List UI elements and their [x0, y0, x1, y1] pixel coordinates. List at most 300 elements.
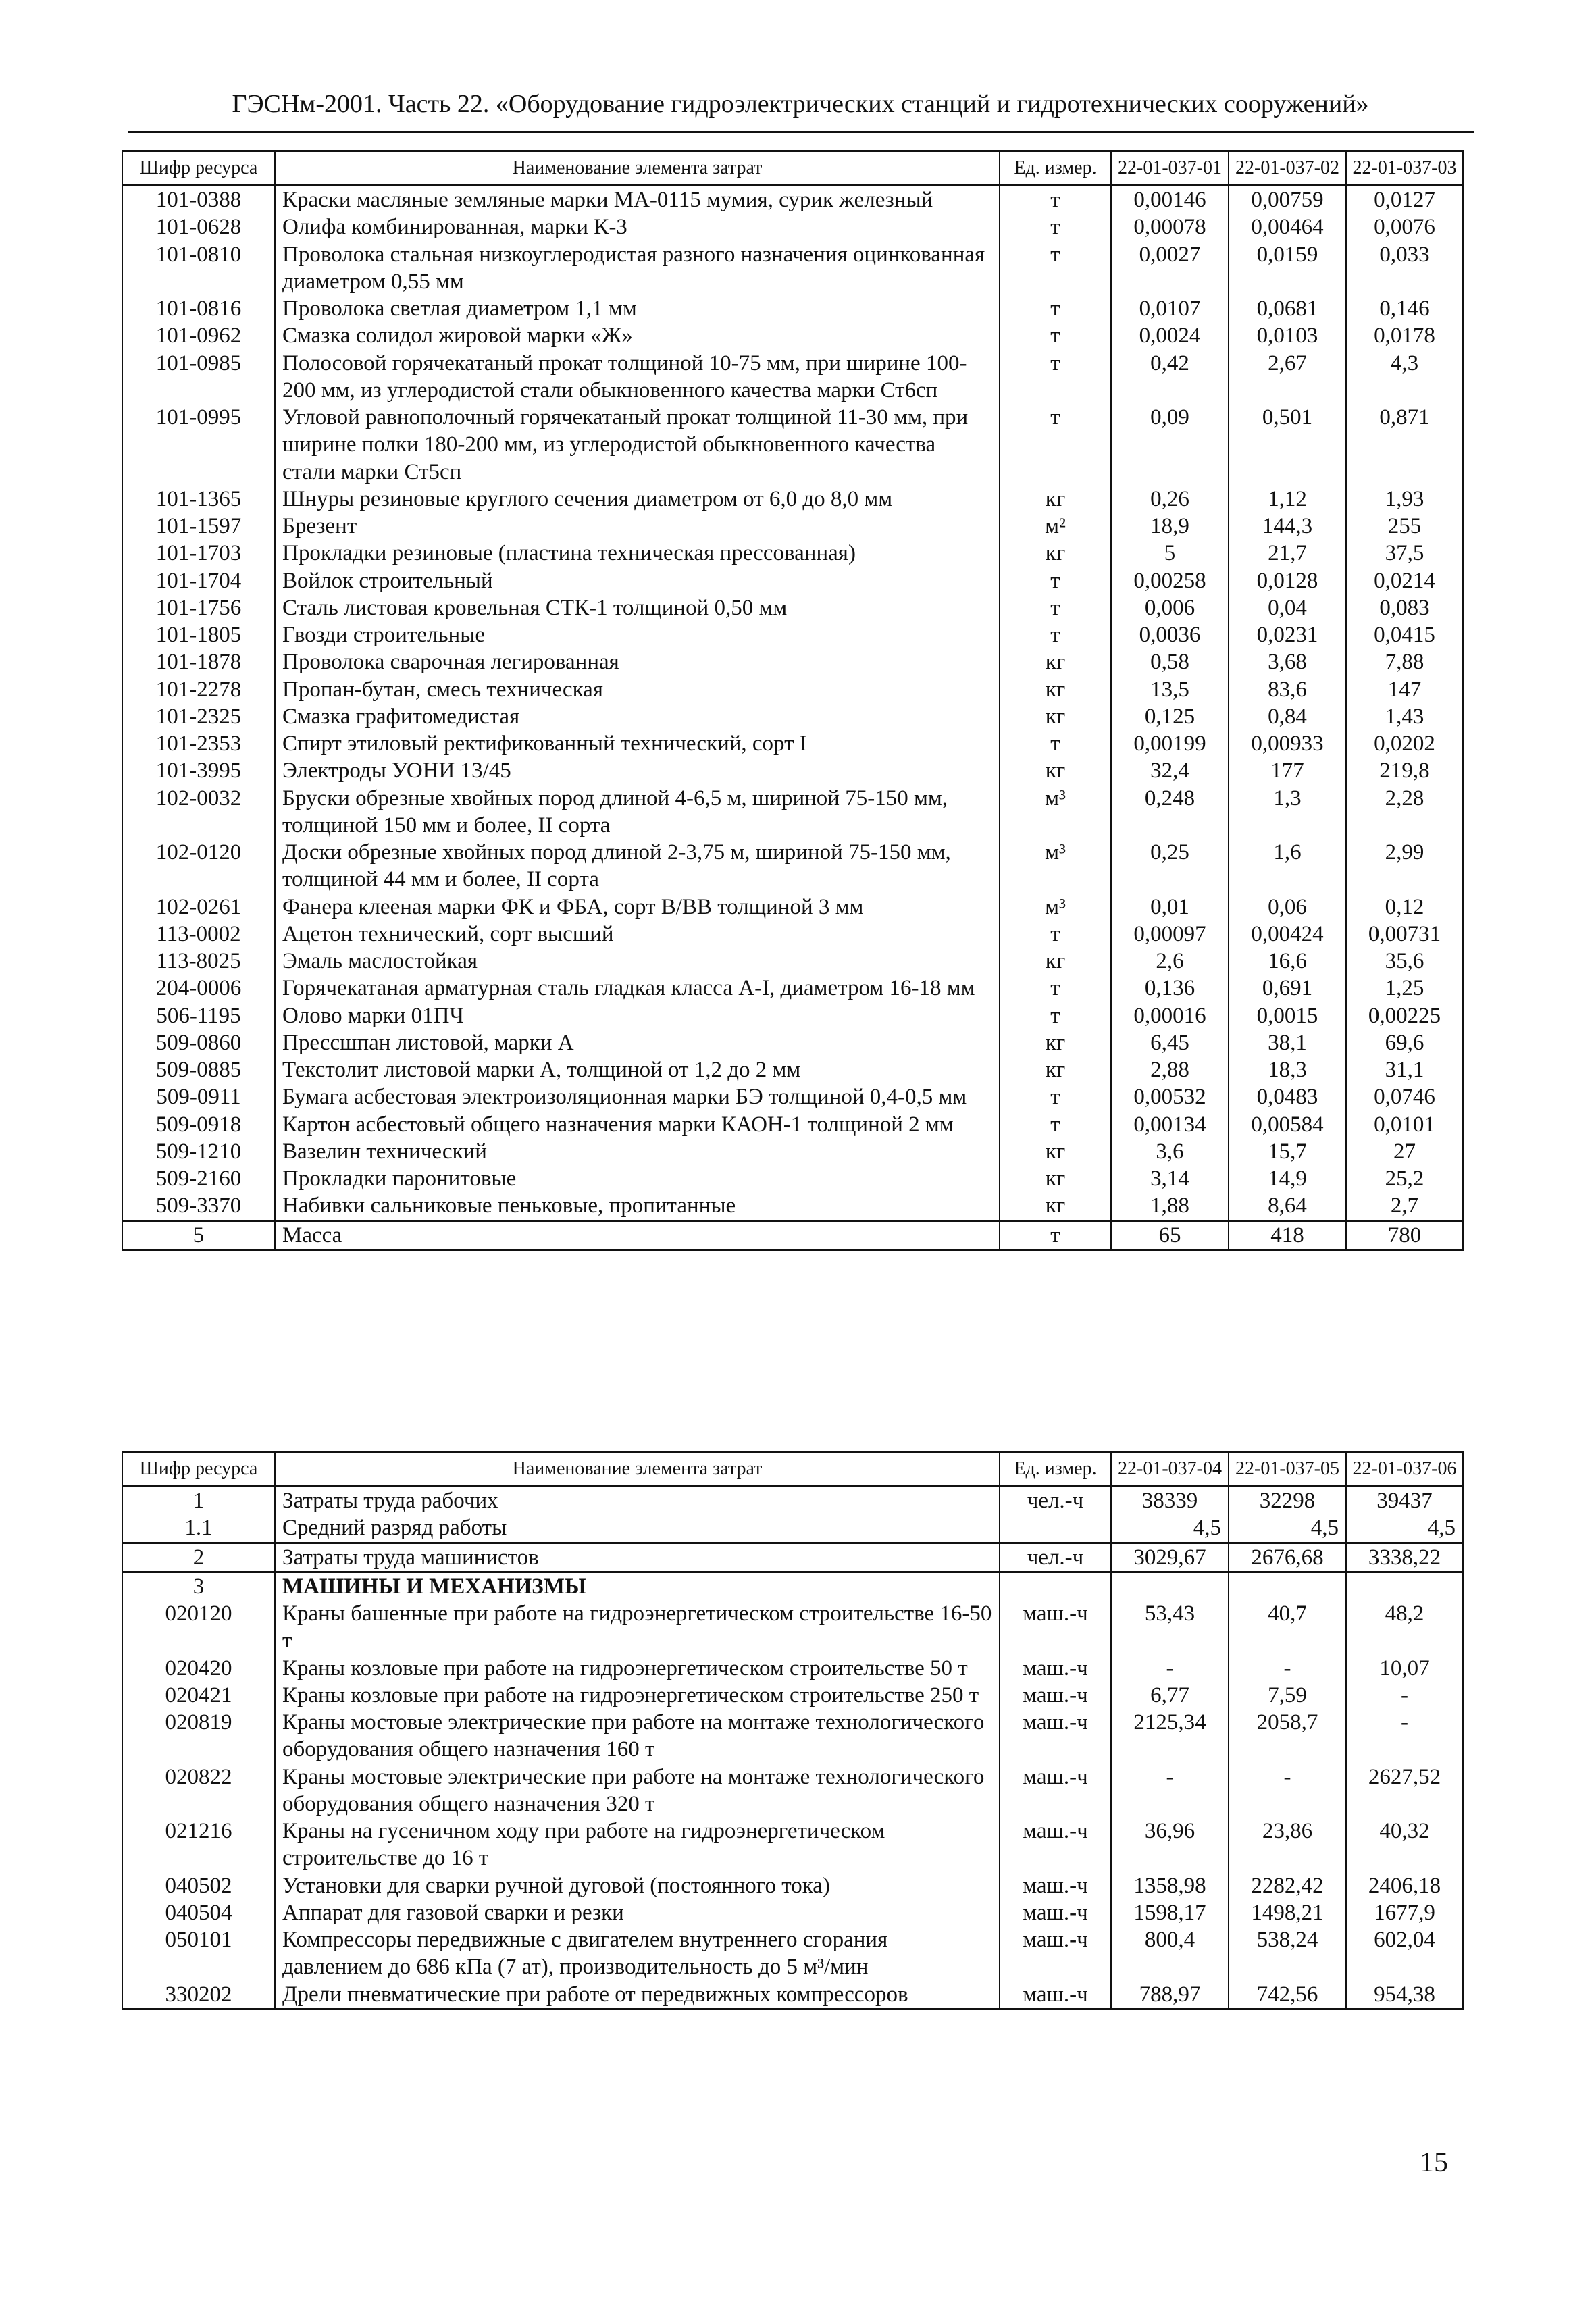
value-col-3: 25,2 — [1346, 1165, 1463, 1192]
unit: т — [1000, 213, 1111, 240]
unit: м³ — [1000, 785, 1111, 840]
table-row — [122, 186, 1463, 214]
item-name: Прокладки паронитовые — [275, 1165, 1000, 1192]
value-col-3: 10,07 — [1346, 1655, 1463, 1682]
item-name: Масса — [275, 1220, 1000, 1250]
resource-code: 021216 — [122, 1818, 275, 1872]
header-col-3: 22-01-037-03 — [1346, 151, 1463, 186]
table-row — [122, 241, 1463, 296]
item-name: Бруски обрезные хвойных пород длиной 4-6,5 м, шириной 75-150 мм, толщиной 150 мм и более, II сорта — [275, 785, 1000, 840]
item-name: Краны мостовые электрические при работе на монтаже технологического оборудования общего назначения 320 т — [275, 1764, 1000, 1818]
value-col-1: 0,25 — [1111, 839, 1229, 894]
table-row — [122, 567, 1463, 594]
resource-code: 101-1704 — [122, 567, 275, 594]
value-col-2: 4,5 — [1229, 1514, 1346, 1543]
unit: кг — [1000, 757, 1111, 784]
value-col-2: 0,0015 — [1229, 1002, 1346, 1029]
resource-code: 506-1195 — [122, 1002, 275, 1029]
value-col-1: 0,0107 — [1111, 295, 1229, 322]
unit: м³ — [1000, 894, 1111, 921]
header-name: Наименование элемента затрат — [275, 1452, 1000, 1487]
value-col-3: 0,0214 — [1346, 567, 1463, 594]
item-name: Краны мостовые электрические при работе на монтаже технологического оборудования общего назначения 160 т — [275, 1709, 1000, 1764]
resource-code: 101-1805 — [122, 621, 275, 648]
table-row — [122, 213, 1463, 240]
item-name: Горячекатаная арматурная сталь гладкая класса А-I, диаметром 16-18 мм — [275, 975, 1000, 1002]
header-col-2: 22-01-037-05 — [1229, 1452, 1346, 1487]
item-name: Дрели пневматические при работе от передвижных компрессоров — [275, 1981, 1000, 2009]
machine-row — [122, 1899, 1463, 1926]
value-col-2: 0,06 — [1229, 894, 1346, 921]
resource-code: 101-1703 — [122, 540, 275, 567]
resource-code: 020420 — [122, 1655, 275, 1682]
value-col-1: 788,97 — [1111, 1981, 1229, 2009]
item-name: Смазка графитомедистая — [275, 703, 1000, 730]
resource-code: 101-0995 — [122, 404, 275, 486]
item-name: Полосовой горячекатаный прокат толщиной 10-75 мм, при ширине 100-200 мм, из углеродистой стали обыкновенного качества марки Ст6сп — [275, 350, 1000, 405]
table-row — [122, 404, 1463, 486]
table-row — [122, 486, 1463, 513]
value-col-1: 0,006 — [1111, 594, 1229, 621]
header-col-2: 22-01-037-02 — [1229, 151, 1346, 186]
unit: маш.-ч — [1000, 1872, 1111, 1899]
value-col-2: 0,00759 — [1229, 186, 1346, 214]
table-row — [122, 948, 1463, 975]
item-name: Спирт этиловый ректификованный технический, сорт I — [275, 730, 1000, 757]
resource-code: 101-0388 — [122, 186, 275, 214]
resource-code: 2 — [122, 1543, 275, 1572]
table-row — [122, 757, 1463, 784]
value-col-1: 0,00258 — [1111, 567, 1229, 594]
page-number: 15 — [1420, 2147, 1448, 2178]
item-name: Проволока сварочная легированная — [275, 648, 1000, 675]
value-col-2: 2058,7 — [1229, 1709, 1346, 1764]
unit: кг — [1000, 540, 1111, 567]
unit: м² — [1000, 513, 1111, 540]
unit: маш.-ч — [1000, 1818, 1111, 1872]
item-name: Пропан-бутан, смесь техническая — [275, 676, 1000, 703]
table-row — [122, 1083, 1463, 1110]
value-col-2: 0,04 — [1229, 594, 1346, 621]
item-name: Текстолит листовой марки А, толщиной от 1,2 до 2 мм — [275, 1056, 1000, 1083]
value-col-1: 36,96 — [1111, 1818, 1229, 1872]
table-row — [122, 839, 1463, 894]
value-col-1: 0,01 — [1111, 894, 1229, 921]
header-col-1: 22-01-037-04 — [1111, 1452, 1229, 1487]
value-col-2: 40,7 — [1229, 1600, 1346, 1655]
value-col-3: 0,083 — [1346, 594, 1463, 621]
item-name: Ацетон технический, сорт высший — [275, 921, 1000, 948]
unit: кг — [1000, 1192, 1111, 1220]
value-col-3: 0,0178 — [1346, 322, 1463, 349]
value-col-3: 780 — [1346, 1220, 1463, 1250]
value-col-1: 0,0024 — [1111, 322, 1229, 349]
unit: т — [1000, 1002, 1111, 1029]
resource-code: 050101 — [122, 1926, 275, 1981]
resource-code: 509-0918 — [122, 1111, 275, 1138]
value-col-3: 0,0127 — [1346, 186, 1463, 214]
unit: т — [1000, 594, 1111, 621]
table-row — [122, 513, 1463, 540]
value-col-1: 0,00532 — [1111, 1083, 1229, 1110]
item-name: Аппарат для газовой сварки и резки — [275, 1899, 1000, 1926]
table-header-row — [122, 1452, 1463, 1487]
item-name: Фанера клееная марки ФК и ФБА, сорт В/ВВ толщиной 3 мм — [275, 894, 1000, 921]
unit: т — [1000, 730, 1111, 757]
item-name: Смазка солидол жировой марки «Ж» — [275, 322, 1000, 349]
value-col-2: 144,3 — [1229, 513, 1346, 540]
resource-code: 1 — [122, 1487, 275, 1515]
item-name: Войлок строительный — [275, 567, 1000, 594]
value-col-3: 2,28 — [1346, 785, 1463, 840]
item-name: Электроды УОНИ 13/45 — [275, 757, 1000, 784]
value-col-1: 0,136 — [1111, 975, 1229, 1002]
value-col-2: 1,3 — [1229, 785, 1346, 840]
value-col-2: 14,9 — [1229, 1165, 1346, 1192]
unit: т — [1000, 921, 1111, 948]
item-name: Набивки сальниковые пеньковые, пропитанные — [275, 1192, 1000, 1220]
value-col-1: 0,26 — [1111, 486, 1229, 513]
unit: т — [1000, 1220, 1111, 1250]
header-unit: Ед. измер. — [1000, 1452, 1111, 1487]
unit: кг — [1000, 648, 1111, 675]
resource-code: 101-1597 — [122, 513, 275, 540]
header-unit: Ед. измер. — [1000, 151, 1111, 186]
value-col-2: 23,86 — [1229, 1818, 1346, 1872]
unit: маш.-ч — [1000, 1682, 1111, 1709]
value-col-3: 40,32 — [1346, 1818, 1463, 1872]
value-col-3: 7,88 — [1346, 648, 1463, 675]
table-row — [122, 1029, 1463, 1056]
value-col-3: 2406,18 — [1346, 1872, 1463, 1899]
value-col-1: - — [1111, 1764, 1229, 1818]
value-col-3: 0,0076 — [1346, 213, 1463, 240]
resource-code: 5 — [122, 1220, 275, 1250]
table-header-row — [122, 151, 1463, 186]
value-col-3: 69,6 — [1346, 1029, 1463, 1056]
unit: т — [1000, 621, 1111, 648]
item-name: Проволока стальная низкоуглеродистая разного назначения оцинкованная диаметром 0,55 мм — [275, 241, 1000, 296]
value-col-1: 2125,34 — [1111, 1709, 1229, 1764]
value-col-1: 0,00146 — [1111, 186, 1229, 214]
item-name: Бумага асбестовая электроизоляционная марки БЭ толщиной 0,4-0,5 мм — [275, 1083, 1000, 1110]
value-col-1: 0,42 — [1111, 350, 1229, 405]
table-row — [122, 730, 1463, 757]
item-name: Компрессоры передвижные с двигателем внутреннего сгорания давлением до 686 кПа (7 ат), производительность до 5 м³/мин — [275, 1926, 1000, 1981]
value-col-1: 0,09 — [1111, 404, 1229, 486]
value-col-2: 2282,42 — [1229, 1872, 1346, 1899]
value-col-2: 3,68 — [1229, 648, 1346, 675]
value-col-3: 2,99 — [1346, 839, 1463, 894]
value-col-1: 53,43 — [1111, 1600, 1229, 1655]
resource-code: 040502 — [122, 1872, 275, 1899]
value-col-2: 1,12 — [1229, 486, 1346, 513]
value-col-3: 3338,22 — [1346, 1543, 1463, 1572]
unit: кг — [1000, 1165, 1111, 1192]
value-col-1: 0,00016 — [1111, 1002, 1229, 1029]
value-col-1: 38339 — [1111, 1487, 1229, 1515]
item-name: МАШИНЫ И МЕХАНИЗМЫ — [275, 1572, 1000, 1600]
value-col-3: 0,871 — [1346, 404, 1463, 486]
value-col-3: 35,6 — [1346, 948, 1463, 975]
machine-row — [122, 1872, 1463, 1899]
value-col-3 — [1346, 1572, 1463, 1600]
value-col-3: 1677,9 — [1346, 1899, 1463, 1926]
value-col-3: 2627,52 — [1346, 1764, 1463, 1818]
value-col-1: 3,6 — [1111, 1138, 1229, 1165]
resource-code: 509-0911 — [122, 1083, 275, 1110]
header-col-3: 22-01-037-06 — [1346, 1452, 1463, 1487]
value-col-1: 13,5 — [1111, 676, 1229, 703]
machine-row — [122, 1818, 1463, 1872]
value-col-3: 602,04 — [1346, 1926, 1463, 1981]
labor-row — [122, 1514, 1463, 1543]
value-col-3: 48,2 — [1346, 1600, 1463, 1655]
value-col-3: - — [1346, 1709, 1463, 1764]
table-row — [122, 621, 1463, 648]
resource-code: 040504 — [122, 1899, 275, 1926]
unit: кг — [1000, 676, 1111, 703]
resource-code: 020819 — [122, 1709, 275, 1764]
value-col-1: 5 — [1111, 540, 1229, 567]
value-col-1: 1,88 — [1111, 1192, 1229, 1220]
mass-row — [122, 1220, 1463, 1250]
table-row — [122, 594, 1463, 621]
value-col-1: 6,45 — [1111, 1029, 1229, 1056]
value-col-1: 0,58 — [1111, 648, 1229, 675]
value-col-2: 177 — [1229, 757, 1346, 784]
resource-code: 1.1 — [122, 1514, 275, 1543]
item-name: Краны на гусеничном ходу при работе на гидроэнергетическом строительстве до 16 т — [275, 1818, 1000, 1872]
table-row — [122, 703, 1463, 730]
item-name: Проволока светлая диаметром 1,1 мм — [275, 295, 1000, 322]
unit: т — [1000, 1111, 1111, 1138]
resource-code: 113-0002 — [122, 921, 275, 948]
value-col-1: 32,4 — [1111, 757, 1229, 784]
value-col-2: 21,7 — [1229, 540, 1346, 567]
resource-code: 101-1878 — [122, 648, 275, 675]
table-row — [122, 676, 1463, 703]
resource-code: 509-1210 — [122, 1138, 275, 1165]
unit: м³ — [1000, 839, 1111, 894]
value-col-2: 0,691 — [1229, 975, 1346, 1002]
labor-row — [122, 1487, 1463, 1515]
header-rule — [128, 131, 1474, 133]
resource-code: 020120 — [122, 1600, 275, 1655]
value-col-1: 3029,67 — [1111, 1543, 1229, 1572]
resource-code: 101-0628 — [122, 213, 275, 240]
value-col-2: 0,00424 — [1229, 921, 1346, 948]
value-col-1: 0,00078 — [1111, 213, 1229, 240]
value-col-1: 0,00134 — [1111, 1111, 1229, 1138]
unit: т — [1000, 404, 1111, 486]
value-col-2: 0,84 — [1229, 703, 1346, 730]
value-col-2: 18,3 — [1229, 1056, 1346, 1083]
item-name: Олифа комбинированная, марки К-3 — [275, 213, 1000, 240]
resource-code: 101-0985 — [122, 350, 275, 405]
resource-code: 101-0810 — [122, 241, 275, 296]
value-col-3: 39437 — [1346, 1487, 1463, 1515]
value-col-3: 255 — [1346, 513, 1463, 540]
resource-code: 101-1365 — [122, 486, 275, 513]
value-col-2: 38,1 — [1229, 1029, 1346, 1056]
value-col-3: 147 — [1346, 676, 1463, 703]
item-name: Затраты труда машинистов — [275, 1543, 1000, 1572]
unit: кг — [1000, 486, 1111, 513]
header-name: Наименование элемента затрат — [275, 151, 1000, 186]
value-col-1: 6,77 — [1111, 1682, 1229, 1709]
table-row — [122, 921, 1463, 948]
value-col-3: 1,43 — [1346, 703, 1463, 730]
unit: маш.-ч — [1000, 1600, 1111, 1655]
value-col-3: 0,0202 — [1346, 730, 1463, 757]
value-col-3: 0,033 — [1346, 241, 1463, 296]
value-col-2: 0,501 — [1229, 404, 1346, 486]
value-col-2: 15,7 — [1229, 1138, 1346, 1165]
value-col-2: - — [1229, 1655, 1346, 1682]
item-name: Сталь листовая кровельная СТК-1 толщиной 0,50 мм — [275, 594, 1000, 621]
value-col-2: 0,00584 — [1229, 1111, 1346, 1138]
resource-code: 102-0032 — [122, 785, 275, 840]
value-col-2: 1498,21 — [1229, 1899, 1346, 1926]
unit: кг — [1000, 703, 1111, 730]
resource-code: 101-2325 — [122, 703, 275, 730]
unit: т — [1000, 295, 1111, 322]
resource-code: 3 — [122, 1572, 275, 1600]
value-col-2: 0,0103 — [1229, 322, 1346, 349]
value-col-1: 1598,17 — [1111, 1899, 1229, 1926]
value-col-3: 0,0746 — [1346, 1083, 1463, 1110]
table-row — [122, 1138, 1463, 1165]
resource-code: 509-2160 — [122, 1165, 275, 1192]
unit: маш.-ч — [1000, 1981, 1111, 2009]
value-col-1: 1358,98 — [1111, 1872, 1229, 1899]
machine-row — [122, 1764, 1463, 1818]
value-col-1: 2,88 — [1111, 1056, 1229, 1083]
value-col-2: 538,24 — [1229, 1926, 1346, 1981]
resource-code: 020421 — [122, 1682, 275, 1709]
value-col-1 — [1111, 1572, 1229, 1600]
value-col-1: 0,248 — [1111, 785, 1229, 840]
value-col-3: 0,00731 — [1346, 921, 1463, 948]
item-name: Угловой равнополочный горячекатаный прокат толщиной 11-30 мм, при ширине полки 180-200 мм, из углеродистой обыкновенного качества стали марки Ст5сп — [275, 404, 1000, 486]
value-col-2: 83,6 — [1229, 676, 1346, 703]
unit — [1000, 1514, 1111, 1543]
resource-code: 101-0816 — [122, 295, 275, 322]
value-col-3: 219,8 — [1346, 757, 1463, 784]
unit: маш.-ч — [1000, 1899, 1111, 1926]
item-name: Брезент — [275, 513, 1000, 540]
item-name: Краны козловые при работе на гидроэнергетическом строительстве 50 т — [275, 1655, 1000, 1682]
resource-code: 509-3370 — [122, 1192, 275, 1220]
item-name: Олово марки 01ПЧ — [275, 1002, 1000, 1029]
header-code: Шифр ресурса — [122, 151, 275, 186]
unit: т — [1000, 322, 1111, 349]
item-name: Затраты труда рабочих — [275, 1487, 1000, 1515]
item-name: Шнуры резиновые круглого сечения диаметром от 6,0 до 8,0 мм — [275, 486, 1000, 513]
table-row — [122, 1111, 1463, 1138]
item-name: Краски масляные земляные марки МА-0115 мумия, сурик железный — [275, 186, 1000, 214]
value-col-2: 8,64 — [1229, 1192, 1346, 1220]
item-name: Прокладки резиновые (пластина техническая прессованная) — [275, 540, 1000, 567]
value-col-1: 0,0036 — [1111, 621, 1229, 648]
item-name: Доски обрезные хвойных пород длиной 2-3,75 м, шириной 75-150 мм, толщиной 44 мм и более, II сорта — [275, 839, 1000, 894]
value-col-3: 0,0415 — [1346, 621, 1463, 648]
labor-machines-table — [122, 1451, 1464, 2010]
value-col-3: 2,7 — [1346, 1192, 1463, 1220]
value-col-2: 0,0681 — [1229, 295, 1346, 322]
unit: чел.-ч — [1000, 1543, 1111, 1572]
value-col-3: 0,12 — [1346, 894, 1463, 921]
unit: кг — [1000, 1029, 1111, 1056]
unit: т — [1000, 350, 1111, 405]
item-name: Гвозди строительные — [275, 621, 1000, 648]
resource-code: 204-0006 — [122, 975, 275, 1002]
value-col-3: 37,5 — [1346, 540, 1463, 567]
page-header: ГЭСНм-2001. Часть 22. «Оборудование гидроэлектрических станций и гидротехнических сооружений» — [232, 90, 1369, 118]
value-col-2: 1,6 — [1229, 839, 1346, 894]
value-col-3: - — [1346, 1682, 1463, 1709]
materials-table — [122, 150, 1464, 1251]
resource-code: 101-1756 — [122, 594, 275, 621]
machine-row — [122, 1981, 1463, 2009]
item-name: Прессшпан листовой, марки А — [275, 1029, 1000, 1056]
unit: т — [1000, 567, 1111, 594]
value-col-2: 32298 — [1229, 1487, 1346, 1515]
value-col-1: 0,00097 — [1111, 921, 1229, 948]
value-col-1: 18,9 — [1111, 513, 1229, 540]
resource-code: 509-0885 — [122, 1056, 275, 1083]
item-name: Краны башенные при работе на гидроэнергетическом строительстве 16-50 т — [275, 1600, 1000, 1655]
item-name: Эмаль маслостойкая — [275, 948, 1000, 975]
value-col-1: 0,00199 — [1111, 730, 1229, 757]
table-row — [122, 785, 1463, 840]
machines-section-row — [122, 1572, 1463, 1600]
value-col-2: 0,0128 — [1229, 567, 1346, 594]
value-col-2: 0,0231 — [1229, 621, 1346, 648]
unit — [1000, 1572, 1111, 1600]
unit: маш.-ч — [1000, 1709, 1111, 1764]
value-col-3: 0,0101 — [1346, 1111, 1463, 1138]
resource-code: 101-0962 — [122, 322, 275, 349]
resource-code: 102-0120 — [122, 839, 275, 894]
machine-row — [122, 1600, 1463, 1655]
unit: маш.-ч — [1000, 1926, 1111, 1981]
unit: маш.-ч — [1000, 1764, 1111, 1818]
value-col-3: 0,00225 — [1346, 1002, 1463, 1029]
resource-code: 101-2278 — [122, 676, 275, 703]
item-name: Установки для сварки ручной дуговой (постоянного тока) — [275, 1872, 1000, 1899]
unit: т — [1000, 241, 1111, 296]
header-col-1: 22-01-037-01 — [1111, 151, 1229, 186]
table-row — [122, 1002, 1463, 1029]
table-row — [122, 1192, 1463, 1220]
unit: т — [1000, 186, 1111, 214]
value-col-3: 4,5 — [1346, 1514, 1463, 1543]
resource-code: 113-8025 — [122, 948, 275, 975]
resource-code: 101-3995 — [122, 757, 275, 784]
value-col-1: 0,125 — [1111, 703, 1229, 730]
value-col-1: 3,14 — [1111, 1165, 1229, 1192]
machinist-row — [122, 1543, 1463, 1572]
unit: кг — [1000, 948, 1111, 975]
value-col-3: 1,25 — [1346, 975, 1463, 1002]
value-col-2: 0,0159 — [1229, 241, 1346, 296]
unit: т — [1000, 975, 1111, 1002]
value-col-2: 2676,68 — [1229, 1543, 1346, 1572]
value-col-3: 27 — [1346, 1138, 1463, 1165]
table-row — [122, 540, 1463, 567]
